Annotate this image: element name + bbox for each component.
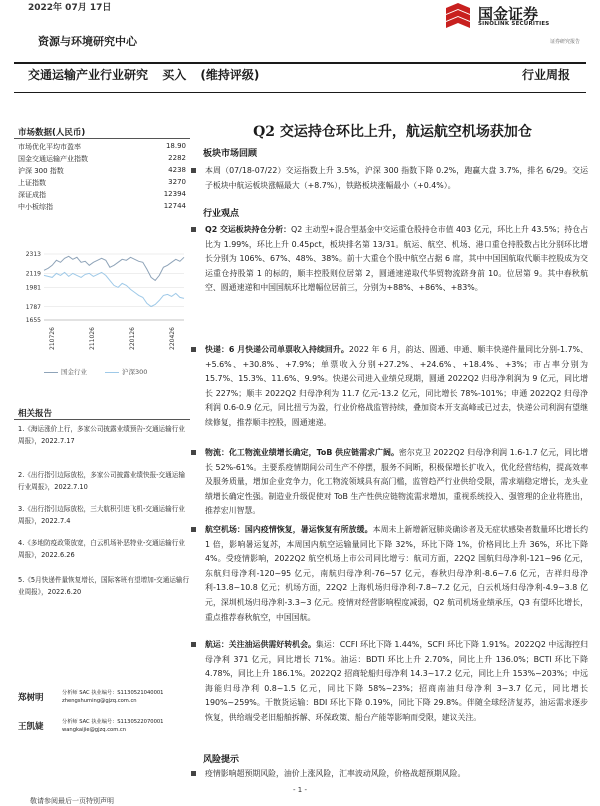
logo-english-name: SINOLINK SECURITIES: [478, 21, 550, 27]
market-data-value: 3270: [168, 178, 186, 186]
paragraph-logistics: 物流：化工物流业绩增长确定，ToB 供应链需求广阔。密尔克卫 2022Q2 归母净利润 1.6-1.7 亿元，同比增长 52%-61%。主要系疫情期间公司生产不停摆，服务不间断，积极保增长扩收入，优化经营结构，提高效率及服务质量，增加企业竞争力，化工物流领域具有高门槛，监管趋严行业供给受限，需求端稳定增长，龙头业绩增长确定性强。制造业升级促使对 ToB 生产性供应链物流需求增加，重视系统投入、强管理的企业将胜出，推荐宏川智慧。: [205, 446, 588, 519]
report-date: 2022年 07月 17日: [28, 3, 112, 13]
price-chart: [14, 248, 194, 380]
legend-item-index: 沪深300: [105, 367, 147, 376]
x-tick-label: 220126: [129, 327, 136, 350]
market-data-label: 上证指数: [18, 179, 46, 187]
paragraph-holdings: Q2 交运板块持仓分析：Q2 主动型+混合型基金中交运重仓股持仓市值 403 亿元，环比上升 43.5%；持仓占比为 1.99%，环比上升 0.45pct，板块排名第 13/31。航运、航空、机场、港口重仓持股数占比分别环比增长分别为 106%、67%、48%、38%。前十大重仓个股中航空占据 6 席，其中中国国航取代顺丰控股成为交运重仓持股第 1 的标的，顺丰控股则位居第 2，圆通速递取代华贸物流跻身前 10。位居第 9。其中春秋航空、圆通速递和中国国航环比增幅位居前三，分别为+88%、+86%、+83%。: [205, 223, 588, 296]
page-number: - 1 -: [293, 786, 307, 794]
market-data-label: 沪深 300 指数: [18, 167, 64, 175]
report-type: 行业周报: [521, 68, 570, 82]
market-data-title: 市场数据(人民币): [18, 128, 86, 138]
research-center: 资源与环境研究中心: [38, 35, 137, 48]
bullet-icon: [191, 227, 196, 232]
related-report-item[interactable]: 5.《5月快递件量恢复增长，国际客班有望增加-交通运输行业周报》，2022.6.20: [18, 576, 190, 596]
section-industry-view: 行业观点: [203, 209, 240, 219]
company-logo: [442, 2, 582, 36]
chart-legend: [44, 367, 147, 376]
industry-title-bar: [28, 66, 269, 83]
logo-subtitle: 证券研究报告: [549, 39, 580, 45]
sinolink-logo-icon: [442, 2, 474, 32]
author-email[interactable]: zhengshuming@gjzq.com.cn: [62, 698, 137, 704]
author-email[interactable]: wangkaijie@gjzq.com.cn: [62, 727, 127, 733]
paragraph-risk: 疫情影响超预期风险，油价上涨风险，汇率波动风险，价格战超预期风险。: [205, 767, 588, 782]
rating: 买入: [162, 68, 187, 82]
market-data-value: 12744: [163, 202, 186, 210]
market-data-row: [18, 190, 186, 201]
bullet-icon: [191, 168, 196, 173]
market-data-row: [18, 154, 186, 165]
author-name: 王凯婕: [18, 722, 44, 732]
bullet-icon: [191, 642, 196, 647]
y-tick-label: 1655: [25, 317, 41, 324]
section-risk: 风险提示: [203, 755, 240, 765]
paragraph-market: 本周（07/18-07/22）交运指数上升 3.5%，沪深 300 指数下降 0.2%，跑赢大盘 3.7%，排名 6/29。交运子板块中航运板块涨幅最大（+8.7%），铁路板块涨幅最小（+0.4%）。: [205, 164, 588, 193]
y-tick-label: 2313: [25, 251, 41, 258]
market-data-label: 国金交通运输产业指数: [18, 155, 88, 163]
disclaimer-note: 敬请参阅最后一页特别声明: [30, 797, 114, 805]
rating-note: (维持评级): [200, 68, 260, 82]
related-reports-rule: [14, 419, 190, 420]
logo-chinese-name: 国金证券: [478, 5, 539, 23]
related-report-item[interactable]: 3.《出行指引边际放松，三大航积引进飞机-交通运输行业周报》，2022.7.4: [18, 505, 185, 525]
paragraph-express: 快递：6 月快递公司单票收入持续回升。2022 年 6 月，韵达、圆通、申通、顺丰快递件量同比分别-1.7%、+5.6%、+30.8%、+7.9%；单票收入分别+27.2%、+24.6%、+18.4%、+3%；市占率分别为 15.7%、15.3%、11.6%、9.9%。快递公司进入业绩兑现期，圆通 2022Q2 归母净利润为 9 亿元，同比增长 227%；顺丰 2022Q2 归母净利为 11.7 亿元-13.2 亿元，同比增长 78%-101%；申通 2022Q2 归母净利润 0.6-0.9 亿元，同比扭亏为盈，行业价格战监管持续，叠加资本开支高峰或已过去，快递公司利润有望继续修复，推荐顺丰控股，圆通速递。: [205, 343, 588, 431]
paragraph-aviation: 航空机场：国内疫情恢复，暑运恢复有所放缓。本周未上新增新冠肺炎确诊者及无症状感染者数量环比增长约 1 倍，影响暑运复苏，本周国内航空运输量同比下降 32%，环比下降 1%，价格同比上升 36%，环比下降 4%。受疫情影响，2022Q2 航空机场上市公司同比增亏：航司方面，22Q2 国航归母净利-121~96 亿元，东航归母净利-120~95 亿元，南航归母净利-76~57 亿元，春秋归母净利-8.6~7.6 亿元，吉祥归母净利-13.8~10.8 亿元；机场方面，22Q2 上海机场归母净利-7.8~7.2 亿元，白云机场归母净利-4.9~3.8 亿元，深圳机场归母净利-3.3~3 亿元。疫情对经营影响程度减弱，Q2 航司机场业绩承压，Q3 有望环比增长，重点推荐春秋航空，中国国航。: [205, 523, 588, 625]
bullet-icon: [191, 450, 196, 455]
x-tick-label: 210726: [49, 327, 56, 350]
y-tick-label: 1787: [25, 303, 41, 311]
author-name: 郑树明: [18, 693, 44, 703]
market-data-value: 18.90: [165, 142, 186, 150]
market-data-label: 中小板综指: [18, 203, 53, 211]
author-sac: 分析师 SAC 执业编号：S1130522070001: [62, 719, 164, 725]
market-data-rule: [14, 138, 190, 139]
x-tick-label: 211026: [89, 327, 96, 350]
market-data-label: 深证成指: [18, 191, 46, 199]
author-sac: 分析师 SAC 执业编号：S1130521040001: [62, 690, 164, 696]
series-line-industry: [44, 256, 184, 280]
market-data-row: [18, 166, 186, 177]
related-report-item[interactable]: 1.《海运涨价上行，多家公司披露业绩预告-交通运输行业周报》，2022.7.17: [18, 425, 185, 445]
report-title: Q2 交运持仓环比上升，航运航空机场获加仓: [253, 124, 532, 140]
section-market-review: 板块市场回顾: [203, 149, 258, 159]
related-reports-title: 相关报告: [18, 409, 53, 419]
market-data-value: 4238: [168, 166, 186, 174]
y-tick-label: 2119: [25, 270, 41, 278]
paragraph-shipping: 航运：关注油运供需好转机会。集运：CCFI 环比下降 1.44%，SCFI 环比下降 1.91%。2022Q2 中远海控归母净利 371 亿元，同比增长 71%。油运：BDTI 环比上升 2.70%，同比上升 136.0%；BCTI 环比下降 4.78%，同比上升 186.1%。2022Q2 招商轮船归母净利 14.3~17.2 亿元，同比上升 153%~203%；中远海能归母净利 0.8~1.5 亿元，同比下降 58%~23%；招商南油归母净利 3~3.7 亿元，同比增长 190%~259%。干散货运输：BDI 环比下降 0.19%，同比下降 29.8%。伴随全球经济复苏，油运需求逐步恢复，供给端受老旧船舶拆解、环保政策、船台产能等影响而受限，建议关注。: [205, 638, 588, 726]
y-tick-label: 1981: [25, 284, 41, 292]
related-report-item[interactable]: 2.《出行指引边际放松，多家公司披露业绩快报-交通运输行业周报》，2022.7.10: [18, 471, 185, 491]
related-report-item[interactable]: 4.《多地防疫政策放宽，白云机场补恶特业-交通运输行业周报》，2022.6.26: [18, 539, 185, 559]
market-data-row: [18, 142, 186, 153]
legend-item-industry: 国金行业: [44, 367, 87, 376]
market-data-value: 12394: [163, 190, 186, 198]
bullet-icon: [191, 771, 196, 776]
header-rule-top: [14, 62, 586, 64]
market-data-value: 2282: [168, 154, 186, 162]
market-data-row: [18, 202, 186, 213]
market-data-label: 市场优化平均市盈率: [18, 143, 81, 151]
series-line-index: [44, 272, 184, 306]
bullet-icon: [191, 347, 196, 352]
x-tick-label: 220426: [169, 327, 176, 350]
bullet-icon: [191, 527, 196, 532]
industry-name: 交通运输产业行业研究: [28, 68, 149, 82]
header-rule-bottom: [14, 92, 586, 93]
market-data-row: [18, 178, 186, 189]
